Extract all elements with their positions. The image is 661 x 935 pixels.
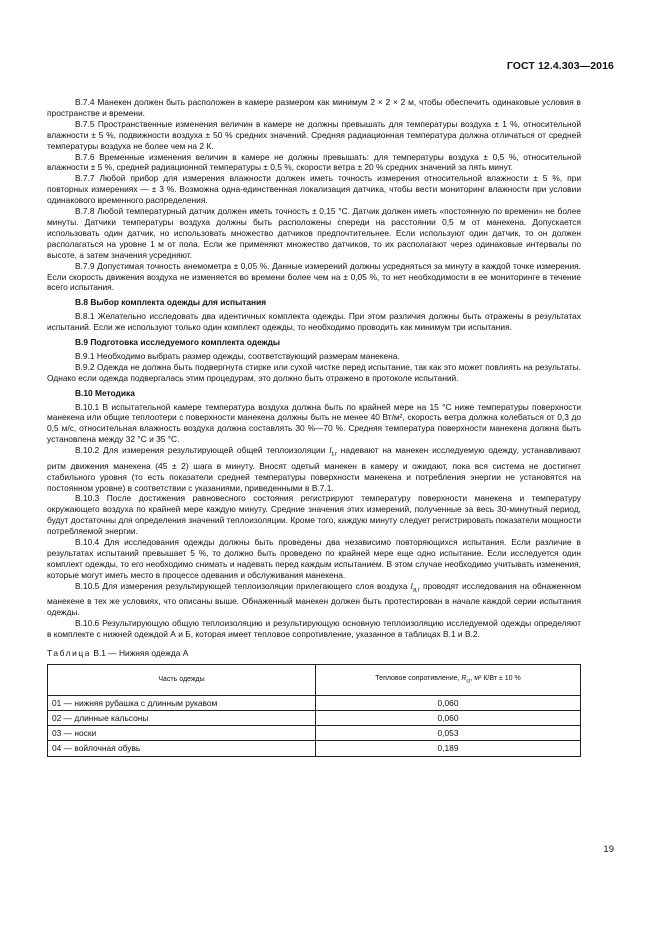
table-caption-text: В.1 — Нижняя одежда А [91,647,189,658]
table-header-row [48,664,581,695]
table-row [48,695,581,710]
paragraph-b7-8: В.7.8 Любой температурный датчик должен иметь точность ± 0,15 °С. Датчик должен иметь «постоянную по времени» не более минуты. Датчики температуры воздуха должны быть расположены спереди на расстоянии 0,5 м от манекена. Допускается использовать один датчик, но использовать множество датчиков предпочтительнее. Если используют один датчик, то он должен располагаться на уровне 1 м от пола. Если же применяют множество датчиков, то их располагают через одинаковые интервалы по высоте, а затем значения усредняют. [47,206,581,260]
table-caption [47,648,581,659]
table-row [48,726,581,741]
symbol-i: I [329,445,332,456]
symbol-subscript: t,r [331,451,337,458]
cell-value: 0,060 [316,695,581,710]
document-body [47,97,581,757]
symbol-i: I [410,580,413,591]
column-header-resistance-start: Тепловое сопротивление, [375,674,462,682]
cell-part: 04 — войлочная обувь [48,741,316,756]
paragraph-b7-7: В.7.7 Любой прибор для измерения влажности должен иметь точность измерения относительной влажности ± 5 %, при повторных измерениях — ± 3 %. Возможна одна-единственная локализация датчика, чтобы вести мониторинг влажности при условии одинакового временного распределения. [47,173,581,206]
cell-value: 0,060 [316,711,581,726]
column-header-resistance [316,664,581,695]
cell-part: 02 — длинные кальсоны [48,711,316,726]
paragraph-b10-5-start: В.10.5 Для измерения результирующей теплоизоляции прилегающего слоя воздуха [75,580,411,591]
heading-b9: В.9 Подготовка исследуемого комплекта одежды [75,337,281,348]
symbol-r: R [461,674,467,682]
paragraph-b10-2-end: надевают на манекен исследуемую одежду, устанавливают ритм движения манекена (45 ± 2) шага в минуту. Вносят одетый манекен в камеру и ожидают, пока вся система не достигнет стабильного уровня (то есть показатели средней температуры поверхности манекена и потребления энергии не установятся на постоянном уровне) в соответствии с указаниями, приведенными в В.7.1. [47,445,581,493]
heading-b10: В.10 Методика [75,387,135,398]
symbol-subscript: ct [466,677,471,684]
paragraph-b10-1: В.10.1 В испытательной камере температура воздуха должна быть по крайней мере на 15 °С ниже температуры поверхности манекена или общие теплоотери с поверхности манекена должны быть не менее 40 Вт/м², скорость ветра должна колебаться от 0,3 до 0,5 м/с, относительная влажность воздуха должна составлять 30 %—70 %. Средняя температура поверхности манекена должна быть установлена между 32 °С и 35 °С. [47,401,581,445]
paragraph-b10-6: В.10.6 Результирующую общую теплоизоляцию и результирующую основную теплоизоляцию исследуемой одежды определяют в комплекте с нижней одеждой А и Б, которая имеет тепловое сопротивление, указанное в таблицах В.1 и В.2. [47,618,581,640]
paragraph-b7-6: В.7.6 Временные изменения величин в камере не должны превышать: для температуры воздуха ± 0,5 %, относительной влажности ± 5 %, средней радиационной температуры ± 0,5 %, скорости ветра ± 20 % средних значений за пять минут. [47,151,581,173]
paragraph-b10-5 [47,581,581,618]
cell-value: 0,053 [316,726,581,741]
underwear-table [47,664,581,757]
column-header-resistance-end: , м² К/Вт ± 10 % [470,674,521,682]
paragraph-b10-5-end: проводят исследования на обнаженном манекене в тех же условиях, что описаны выше. Обнаженный манекен должен быть протестирован в начале каждой серии испытания одежды. [47,580,581,618]
table-row [48,711,581,726]
paragraph-b7-9: В.7.9 Допустимая точность анемометра ± 0,05 %. Данные измерений должны усредняться за минуту в каждой точке измерения. Если скорость движения воздуха не изменяется во времени более чем на ± 0,05 %, то нет необходимости в ее мониторинге в течение всего испытания. [47,260,581,293]
cell-part: 03 — носки [48,726,316,741]
table-row [48,741,581,756]
cell-value: 0,189 [316,741,581,756]
paragraph-b7-5: В.7.5 Пространственные изменения величин в камере не должны превышать для температуры воздуха ± 1 %, относительной влажности ± 5 %, подвижности воздуха ± 50 % средних значений. Средняя радиационная температура должна отличаться от средней температуры воздуха не более чем на 2 К. [47,118,581,151]
paragraph-b10-2 [47,445,581,493]
paragraph-b10-3: В.10.3 После достижения равновесного состояния регистрируют температуру поверхности манекена и температуру окружающего воздуха по крайней мере каждую минуту. Средние значения этих измерений, полученные за весь 30-минутный период, будут достаточны для определения значений теплоизоляции. Кроме того, каждую минуту следует регистрировать показатели мощности потребляемой энергии. [47,493,581,537]
table-caption-prefix: Таблица [47,647,92,658]
standard-header: ГОСТ 12.4.303—2016 [506,60,614,72]
paragraph-b10-4: В.10.4 Для исследования одежды должны быть проведены два независимо повторяющихся испытания. Если различие в результатах испытаний превышает 5 %, то должно быть проведено по крайней мере еще одно испытание. Если исследуется один комплект одежды, то его необходимо снимать и надевать перед каждым испытанием. В этом случае необходимо учитывать изменения, которые могут иметь место в процессе одевания и обслуживания манекена. [47,537,581,580]
paragraph-b9-1: В.9.1 Необходимо выбрать размер одежды, соответствующий размерам манекена. [75,350,400,361]
paragraph-b8-1: В.8.1 Желательно исследовать два идентичных комплекта одежды. При этом различия должны быть отражены в результатах испытаний. Если же используют только один комплект одежды, то необходимо проводить как минимум три испытания. [47,311,581,333]
column-header-part: Часть одежды [48,664,316,695]
paragraph-b10-2-start: В.10.2 Для измерения результирующей общей теплоизоляции [75,445,330,456]
page-number: 19 [603,844,614,855]
heading-b8: В.8 Выбор комплекта одежды для испытания [75,297,267,308]
paragraph-b7-4: В.7.4 Манекен должен быть расположен в камере размером как минимум 2 × 2 × 2 м, чтобы обеспечить одинаковые условия в пространстве и времени. [47,97,581,118]
cell-part: 01 — нижняя рубашка с длинным рукавом [48,695,316,710]
symbol-subscript: a,r [412,587,420,594]
paragraph-b9-2: В.9.2 Одежда не должна быть подвергнута стирке или сухой чистке перед испытание, так как это может повлиять на результаты. Однако если одежда подвергалась этим процедурам, это должно быть отражено в протоколе испытаний. [47,361,581,383]
